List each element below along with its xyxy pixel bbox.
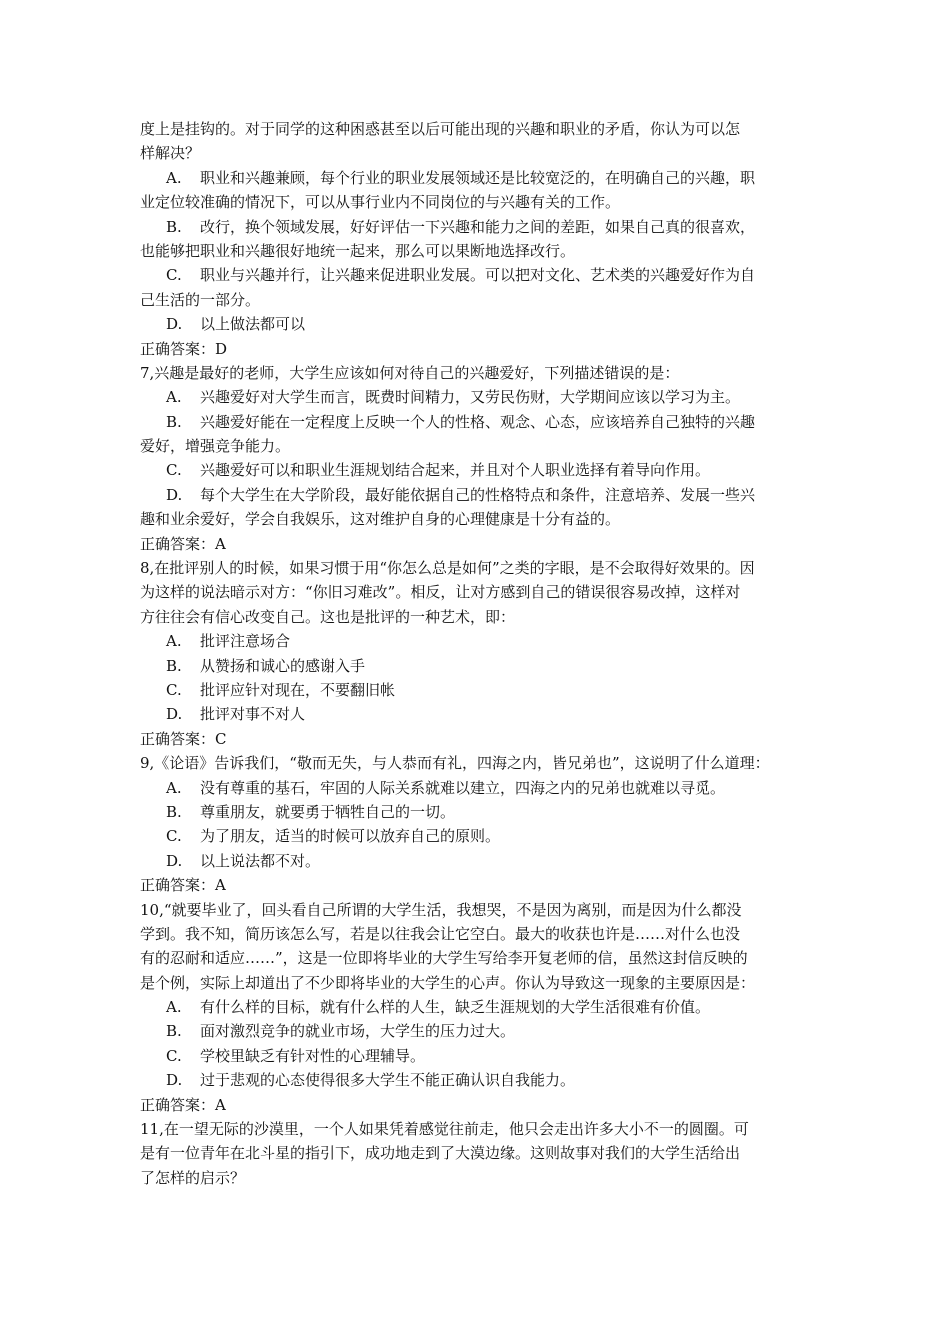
line-text: 从赞扬和诚心的感谢入手 xyxy=(200,656,366,675)
text-line xyxy=(140,995,816,1019)
line-text: 批评对事不对人 xyxy=(200,705,306,724)
line-text: 兴趣爱好对大学生而言，既费时间精力，又劳民伤财，大学期间应该以学习为主。 xyxy=(200,388,741,407)
text-line xyxy=(140,215,816,239)
text-line xyxy=(140,873,816,897)
text-line xyxy=(140,1068,816,1092)
option-label: A. xyxy=(166,998,182,1017)
text-line xyxy=(140,678,816,702)
line-text: 正确答案：D xyxy=(140,339,228,358)
text-line xyxy=(140,483,816,507)
text-line xyxy=(140,361,816,385)
option-label: D. xyxy=(166,705,183,724)
text-line xyxy=(140,800,816,824)
option-label: C. xyxy=(166,1046,182,1065)
line-text: 学到。我不知，简历该怎么写，若是以往我会让它空白。最大的收获也许是……对什么也没 xyxy=(140,924,741,943)
line-text: 改行，换个领域发展，好好评估一下兴趣和能力之间的差距，如果自己真的很喜欢， xyxy=(200,217,756,236)
text-line xyxy=(140,1141,816,1165)
text-line xyxy=(140,166,816,190)
text-line xyxy=(140,434,816,458)
text-line xyxy=(140,507,816,531)
line-text: 有什么样的目标，就有什么样的人生，缺乏生涯规划的大学生活很难有价值。 xyxy=(200,998,711,1017)
text-line xyxy=(140,532,816,556)
line-text: 是个例，实际上却道出了不少即将毕业的大学生的心声。你认为导致这一现象的主要原因是： xyxy=(140,973,756,992)
text-line xyxy=(140,849,816,873)
option-label: A. xyxy=(166,778,182,797)
option-label: A. xyxy=(166,168,182,187)
text-line xyxy=(140,776,816,800)
line-text: 职业与兴趣并行，让兴趣来促进职业发展。可以把对文化、艺术类的兴趣爱好作为自 xyxy=(200,266,756,285)
text-line xyxy=(140,458,816,482)
option-label: D. xyxy=(166,851,183,870)
line-text: 方往往会有信心改变自己。这也是批评的一种艺术，即： xyxy=(140,607,516,626)
text-line xyxy=(140,751,816,775)
line-text: 批评注意场合 xyxy=(200,632,291,651)
line-text: 11,在一望无际的沙漠里，一个人如果凭着感觉往前走，他只会走出许多大小不一的圆圈。可 xyxy=(140,1120,749,1139)
line-text: 度上是挂钩的。对于同学的这种困惑甚至以后可能出现的兴趣和职业的矛盾，你认为可以怎 xyxy=(140,120,741,138)
option-label: B. xyxy=(166,1022,182,1041)
line-text: 职业和兴趣兼顾，每个行业的职业发展领域还是比较宽泛的，在明确自己的兴趣，职 xyxy=(200,168,756,187)
text-line xyxy=(140,190,816,214)
text-line xyxy=(140,654,816,678)
option-label: B. xyxy=(166,412,182,431)
line-text: 10,“就要毕业了，回头看自己所谓的大学生活，我想哭，不是因为离别，而是因为什么都没 xyxy=(140,900,742,919)
text-line xyxy=(140,898,816,922)
text-line xyxy=(140,117,816,141)
line-text: 是有一位青年在北斗星的指引下，成功地走到了大漠边缘。这则故事对我们的大学生活给出 xyxy=(140,1144,741,1163)
line-text: 己生活的一部分。 xyxy=(140,290,261,309)
line-text: 以上说法都不对。 xyxy=(200,851,321,870)
text-line xyxy=(140,824,816,848)
line-text: 8,在批评别人的时候，如果习惯于用“你怎么总是如何”之类的字眼，是不会取得好效果的。因 xyxy=(140,559,755,578)
option-label: C. xyxy=(166,680,182,699)
text-line xyxy=(140,1117,816,1141)
text-line xyxy=(140,702,816,726)
line-text: 兴趣爱好可以和职业生涯规划结合起来，并且对个人职业选择有着导向作用。 xyxy=(200,461,711,480)
line-text: 7,兴趣是最好的老师，大学生应该如何对待自己的兴趣爱好，下列描述错误的是： xyxy=(140,363,680,382)
text-line xyxy=(140,312,816,336)
text-line xyxy=(140,1093,816,1117)
line-text: 尊重朋友，就要勇于牺牲自己的一切。 xyxy=(200,802,456,821)
option-label: C. xyxy=(166,461,182,480)
text-line xyxy=(140,629,816,653)
option-label: A. xyxy=(166,388,182,407)
line-text: 样解决？ xyxy=(140,144,201,163)
option-label: D. xyxy=(166,1071,183,1090)
option-label: B. xyxy=(166,656,182,675)
option-label: C. xyxy=(166,266,182,285)
text-line xyxy=(140,946,816,970)
line-text: 兴趣爱好能在一定程度上反映一个人的性格、观念、心态，应该培养自己独特的兴趣 xyxy=(200,412,756,431)
option-label: A. xyxy=(166,632,182,651)
text-line xyxy=(140,922,816,946)
option-label: B. xyxy=(166,217,182,236)
line-text: 正确答案：A xyxy=(140,876,226,895)
line-text: 正确答案：A xyxy=(140,534,226,553)
line-text: 爱好，增强竞争能力。 xyxy=(140,437,291,456)
document-body xyxy=(140,117,816,1190)
text-line xyxy=(140,337,816,361)
text-line xyxy=(140,580,816,604)
line-text: 批评应针对现在，不要翻旧帐 xyxy=(200,680,396,699)
text-line xyxy=(140,239,816,263)
text-line xyxy=(140,1044,816,1068)
text-line xyxy=(140,971,816,995)
text-line xyxy=(140,1019,816,1043)
option-label: C. xyxy=(166,827,182,846)
option-label: D. xyxy=(166,485,183,504)
line-text: 每个大学生在大学阶段，最好能依据自己的性格特点和条件，注意培养、发展一些兴 xyxy=(200,485,756,504)
text-line xyxy=(140,288,816,312)
line-text: 过于悲观的心态使得很多大学生不能正确认识自我能力。 xyxy=(200,1071,576,1090)
line-text: 学校里缺乏有针对性的心理辅导。 xyxy=(200,1046,426,1065)
option-label: B. xyxy=(166,802,182,821)
option-label: D. xyxy=(166,315,183,334)
line-text: 正确答案：C xyxy=(140,729,227,748)
line-text: 面对激烈竞争的就业市场，大学生的压力过大。 xyxy=(200,1022,516,1041)
line-text: 有的忍耐和适应……”，这是一位即将毕业的大学生写给李开复老师的信，虽然这封信反映的 xyxy=(140,949,748,968)
text-line xyxy=(140,263,816,287)
text-line xyxy=(140,556,816,580)
text-line xyxy=(140,727,816,751)
line-text: 为了朋友，适当的时候可以放弃自己的原则。 xyxy=(200,827,501,846)
line-text: 也能够把职业和兴趣很好地统一起来，那么可以果断地选择改行。 xyxy=(140,241,576,260)
line-text: 正确答案：A xyxy=(140,1095,226,1114)
line-text: 了怎样的启示？ xyxy=(140,1168,246,1187)
text-line xyxy=(140,385,816,409)
line-text: 9,《论语》告诉我们，“敬而无失，与人恭而有礼，四海之内，皆兄弟也”，这说明了什么道理： xyxy=(140,754,770,773)
text-line xyxy=(140,410,816,434)
text-line xyxy=(140,1166,816,1190)
text-line xyxy=(140,141,816,165)
text-line xyxy=(140,605,816,629)
line-text: 以上做法都可以 xyxy=(200,315,306,334)
line-text: 为这样的说法暗示对方：“你旧习难改”。相反，让对方感到自己的错误很容易改掉，这样对 xyxy=(140,583,741,602)
line-text: 趣和业余爱好，学会自我娱乐，这对维护自身的心理健康是十分有益的。 xyxy=(140,510,621,529)
line-text: 业定位较准确的情况下，可以从事行业内不同岗位的与兴趣有关的工作。 xyxy=(140,193,621,212)
line-text: 没有尊重的基石，牢固的人际关系就难以建立，四海之内的兄弟也就难以寻觅。 xyxy=(200,778,726,797)
